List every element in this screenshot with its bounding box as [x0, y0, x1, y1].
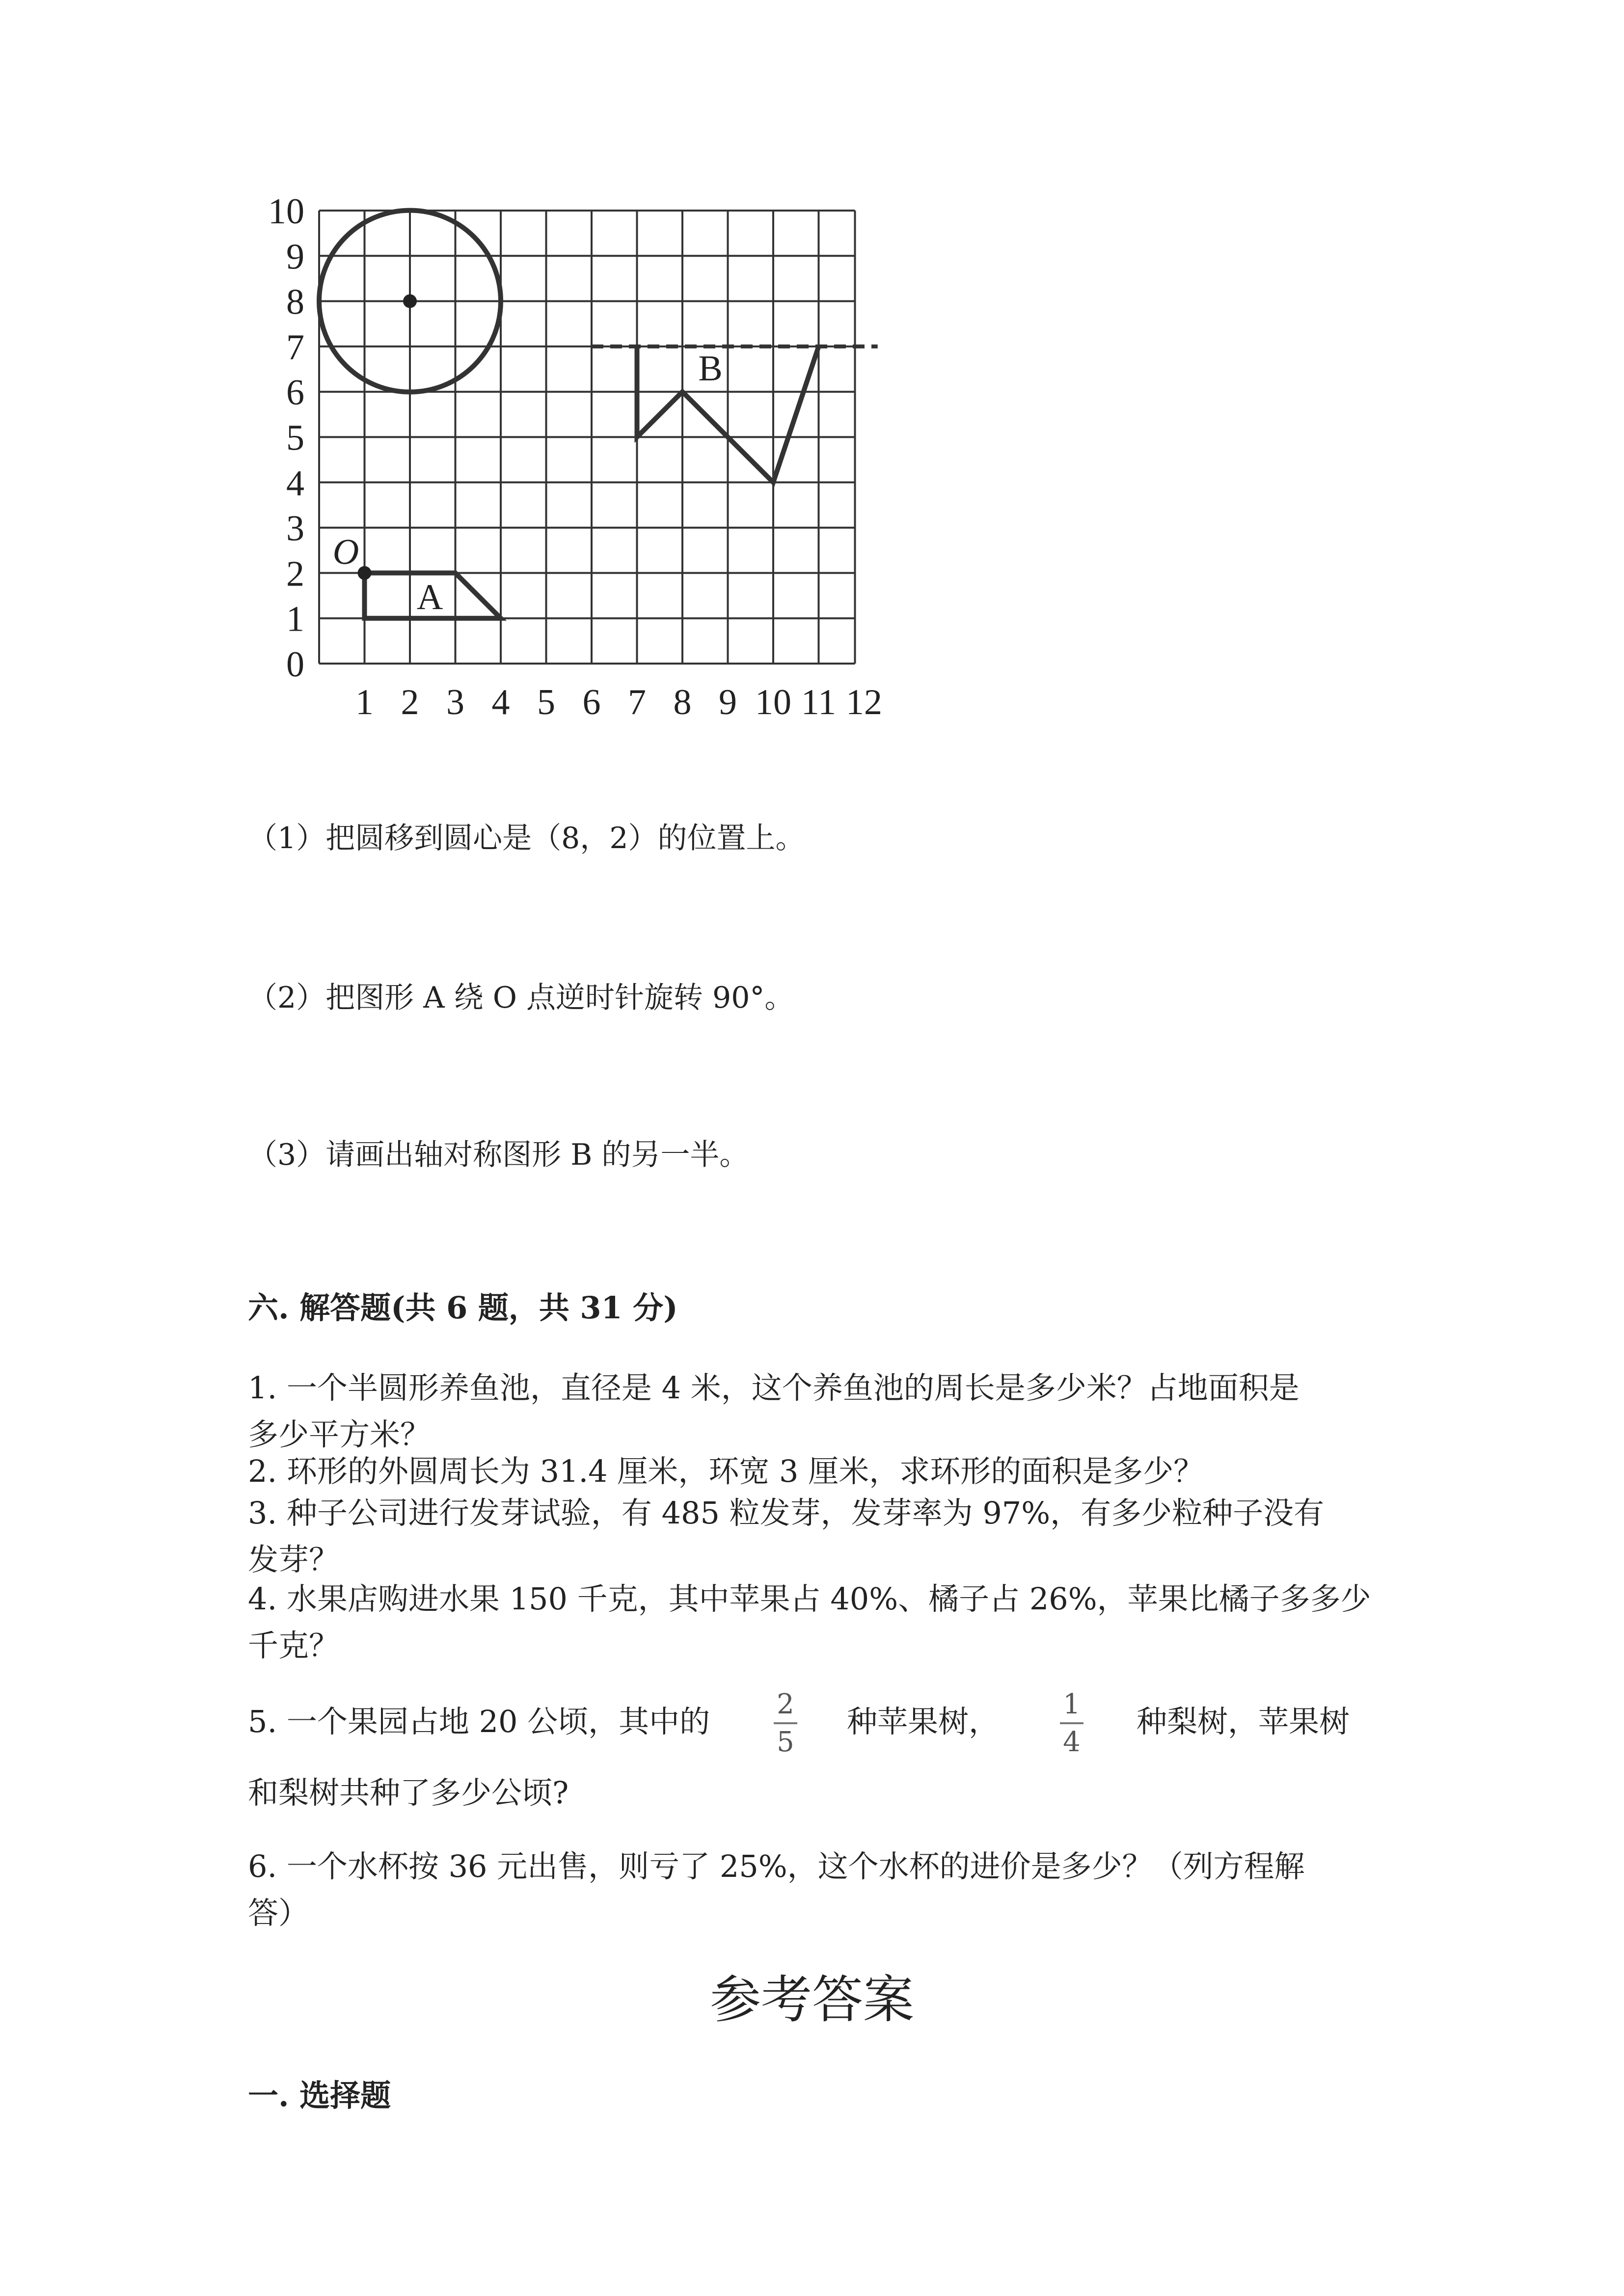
- x-tick-label: 7: [628, 682, 646, 722]
- fraction-2-denominator: 4: [1063, 1726, 1081, 1758]
- fraction-1-numerator: 2: [777, 1688, 794, 1720]
- y-tick-label: 8: [286, 282, 304, 322]
- question-1: （1）把圆移到圆心是（8，2）的位置上。: [248, 821, 805, 855]
- answer-key-title: 参考答案: [709, 1970, 914, 2029]
- problem-5-text-1: 5. 一个果园占地 20 公顷，其中的: [248, 1704, 710, 1739]
- x-axis-ticks: [355, 682, 882, 722]
- x-tick-label: 9: [719, 682, 737, 722]
- problem-5-text-3: 种梨树，苹果树: [1137, 1704, 1350, 1739]
- x-tick-label: 8: [673, 682, 692, 722]
- label-b: B: [698, 348, 723, 389]
- section-six-heading: 六. 解答题(共 6 题，共 31 分): [248, 1290, 678, 1326]
- circle-center-dot: [403, 294, 417, 308]
- question-3: （3）请画出轴对称图形 B 的另一半。: [248, 1138, 749, 1172]
- x-tick-label: 3: [446, 682, 464, 722]
- label-a: A: [416, 577, 443, 618]
- problem-5-line-2: 和梨树共种了多少公顷?: [248, 1775, 569, 1811]
- problem-6: [248, 1843, 1416, 1936]
- point-o-dot: [358, 566, 372, 580]
- problem-5-text-2: 种苹果树，: [847, 1704, 1000, 1739]
- problem-5-line-1: [248, 1688, 1426, 1758]
- x-tick-label: 6: [582, 682, 601, 722]
- x-tick-label: 4: [491, 682, 510, 722]
- fraction-2-numerator: 1: [1063, 1688, 1081, 1720]
- fraction-1-denominator: 5: [777, 1726, 794, 1758]
- y-tick-label: 5: [286, 418, 304, 458]
- question-2: （2）把图形 A 绕 O 点逆时针旋转 90°。: [248, 981, 794, 1015]
- y-tick-label: 4: [286, 463, 304, 504]
- problem-1-line-1: 1. 一个半圆形养鱼池，直径是 4 米，这个养鱼池的周长是多少米？占地面积是: [248, 1370, 1299, 1406]
- y-tick-label: 1: [286, 599, 304, 640]
- problem-4: [248, 1575, 1416, 1669]
- problem-3-line-2: 发芽？: [248, 1542, 340, 1577]
- problem-6-line-1: 6. 一个水杯按 36 元出售，则亏了 25%，这个水杯的进价是多少？（列方程解: [248, 1848, 1305, 1884]
- x-tick-label: 2: [401, 682, 419, 722]
- problem-1-line-2: 多少平方米？: [248, 1416, 431, 1452]
- fraction-one-quarter: [1057, 1688, 1086, 1758]
- problem-1: [248, 1364, 1416, 1458]
- problem-3-line-1: 3. 种子公司进行发芽试验，有 485 粒发芽，发芽率为 97%，有多少粒种子没有: [248, 1495, 1325, 1531]
- x-tick-label: 10: [755, 682, 791, 722]
- problem-4-line-1: 4. 水果店购进水果 150 千克，其中苹果占 40%、橘子占 26%，苹果比橘子多多少: [248, 1581, 1371, 1617]
- y-tick-label: 10: [268, 191, 304, 232]
- y-tick-label: 9: [286, 237, 304, 277]
- fraction-two-fifths: [771, 1688, 800, 1758]
- problem-2: 2. 环形的外圆周长为 31.4 厘米，环宽 3 厘米，求环形的面积是多少？: [248, 1453, 1204, 1489]
- y-tick-label: 2: [286, 554, 304, 594]
- y-tick-label: 0: [286, 644, 304, 685]
- label-o: O: [332, 532, 359, 572]
- problem-4-line-2: 千克？: [248, 1628, 340, 1663]
- grid-lines: [319, 211, 855, 664]
- problem-3: [248, 1490, 1416, 1583]
- y-tick-label: 3: [286, 508, 304, 549]
- y-tick-label: 7: [286, 327, 304, 368]
- x-tick-label: 5: [537, 682, 555, 722]
- coordinate-grid-figure: [0, 0, 1624, 785]
- answer-section-one-heading: 一. 选择题: [248, 2078, 391, 2113]
- problem-6-line-2: 答）: [248, 1895, 309, 1931]
- y-axis-ticks: [268, 191, 304, 685]
- y-tick-label: 6: [286, 373, 304, 413]
- x-tick-label: 12: [846, 682, 882, 722]
- x-tick-label: 11: [801, 682, 837, 722]
- x-tick-label: 1: [355, 682, 374, 722]
